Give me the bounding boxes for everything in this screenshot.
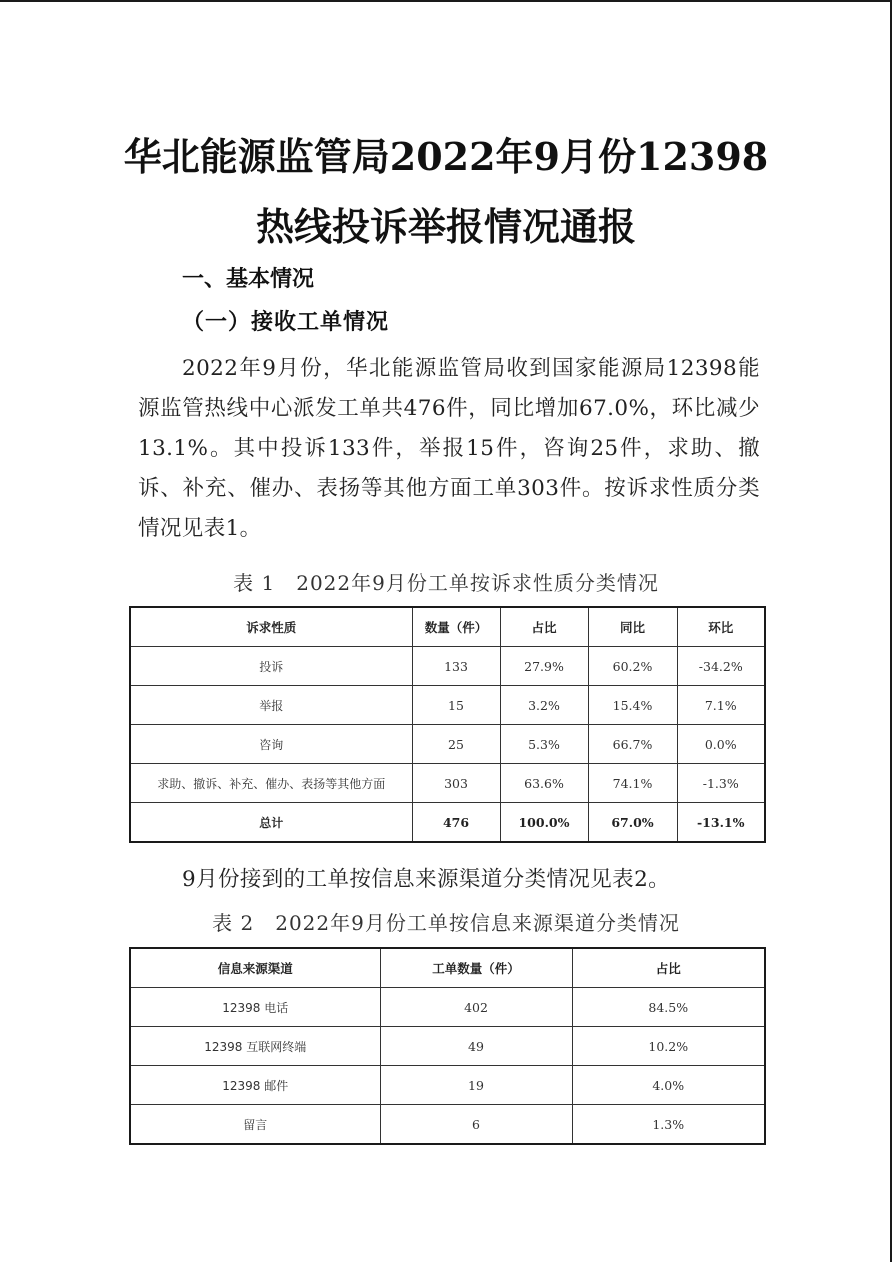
table-row [130,686,765,725]
header-cell: 占比 [572,948,765,988]
header-cell: 环比 [677,607,765,647]
table-total-row [130,803,765,843]
table-cell: 投诉 [130,647,412,686]
table-cell: 12398 邮件 [130,1066,380,1105]
header-cell: 信息来源渠道 [130,948,380,988]
table-cell: 25 [412,725,500,764]
table-row [130,1066,765,1105]
source-channel-table [129,947,766,1145]
source-intro-paragraph: 9月份接到的工单按信息来源渠道分类情况见表2。 [182,867,671,892]
table-cell: 1.3% [572,1105,765,1145]
table-cell: 求助、撤诉、补充、催办、表扬等其他方面 [130,764,412,803]
table-cell: 15.4% [588,686,677,725]
table-cell: 7.1% [677,686,765,725]
table-row [130,647,765,686]
table-cell: 3.2% [500,686,588,725]
table-row [130,988,765,1027]
document-title-line1: 华北能源监管局2022年9月份12398 [123,134,769,179]
table-cell: 60.2% [588,647,677,686]
table-cell: 67.0% [588,803,677,843]
table-header-row [130,607,765,647]
table-cell: 12398 电话 [130,988,380,1027]
table-cell: 84.5% [572,988,765,1027]
table2-caption: 表 2 2022年9月份工单按信息来源渠道分类情况 [212,911,680,935]
table-cell: 总计 [130,803,412,843]
table-cell: 63.6% [500,764,588,803]
table-row [130,1105,765,1145]
intro-paragraph: 2022年9月份，华北能源监管局收到国家能源局12398能源监管热线中心派发工单共476件，同比增加67.0%，环比减少13.1%。其中投诉133件，举报15件，咨询25件，求助、撤诉、补充、催办、表扬等其他方面工单303件。按诉求性质分类情况见表1。 [138,356,760,541]
header-cell: 数量（件） [412,607,500,647]
table-cell: 476 [412,803,500,843]
table-header-row [130,948,765,988]
classification-table [129,606,766,843]
table-cell: -34.2% [677,647,765,686]
table-row [130,1027,765,1066]
table-cell: 74.1% [588,764,677,803]
table1-caption: 表 1 2022年9月份工单按诉求性质分类情况 [233,571,659,595]
table-cell: 15 [412,686,500,725]
table-cell: 0.0% [677,725,765,764]
table-cell: 4.0% [572,1066,765,1105]
table-cell: 100.0% [500,803,588,843]
table-cell: 66.7% [588,725,677,764]
table-cell: 402 [380,988,572,1027]
table-cell: 10.2% [572,1027,765,1066]
table-cell: 19 [380,1066,572,1105]
table-cell: -13.1% [677,803,765,843]
table-cell: -1.3% [677,764,765,803]
page-border-top [0,0,892,2]
table-cell: 303 [412,764,500,803]
table-cell: 5.3% [500,725,588,764]
table-cell: 133 [412,647,500,686]
table-cell: 6 [380,1105,572,1145]
document-title-line2: 热线投诉举报情况通报 [255,204,636,249]
table-cell: 12398 互联网终端 [130,1027,380,1066]
table-row [130,764,765,803]
header-cell: 工单数量（件） [380,948,572,988]
table-cell: 49 [380,1027,572,1066]
table-cell: 留言 [130,1105,380,1145]
header-cell: 同比 [588,607,677,647]
header-cell: 占比 [500,607,588,647]
table-cell: 27.9% [500,647,588,686]
subsection-heading: （一）接收工单情况 [182,310,390,335]
table-cell: 举报 [130,686,412,725]
table-cell: 咨询 [130,725,412,764]
header-cell: 诉求性质 [130,607,412,647]
section-heading: 一、基本情况 [182,267,315,292]
table-row [130,725,765,764]
